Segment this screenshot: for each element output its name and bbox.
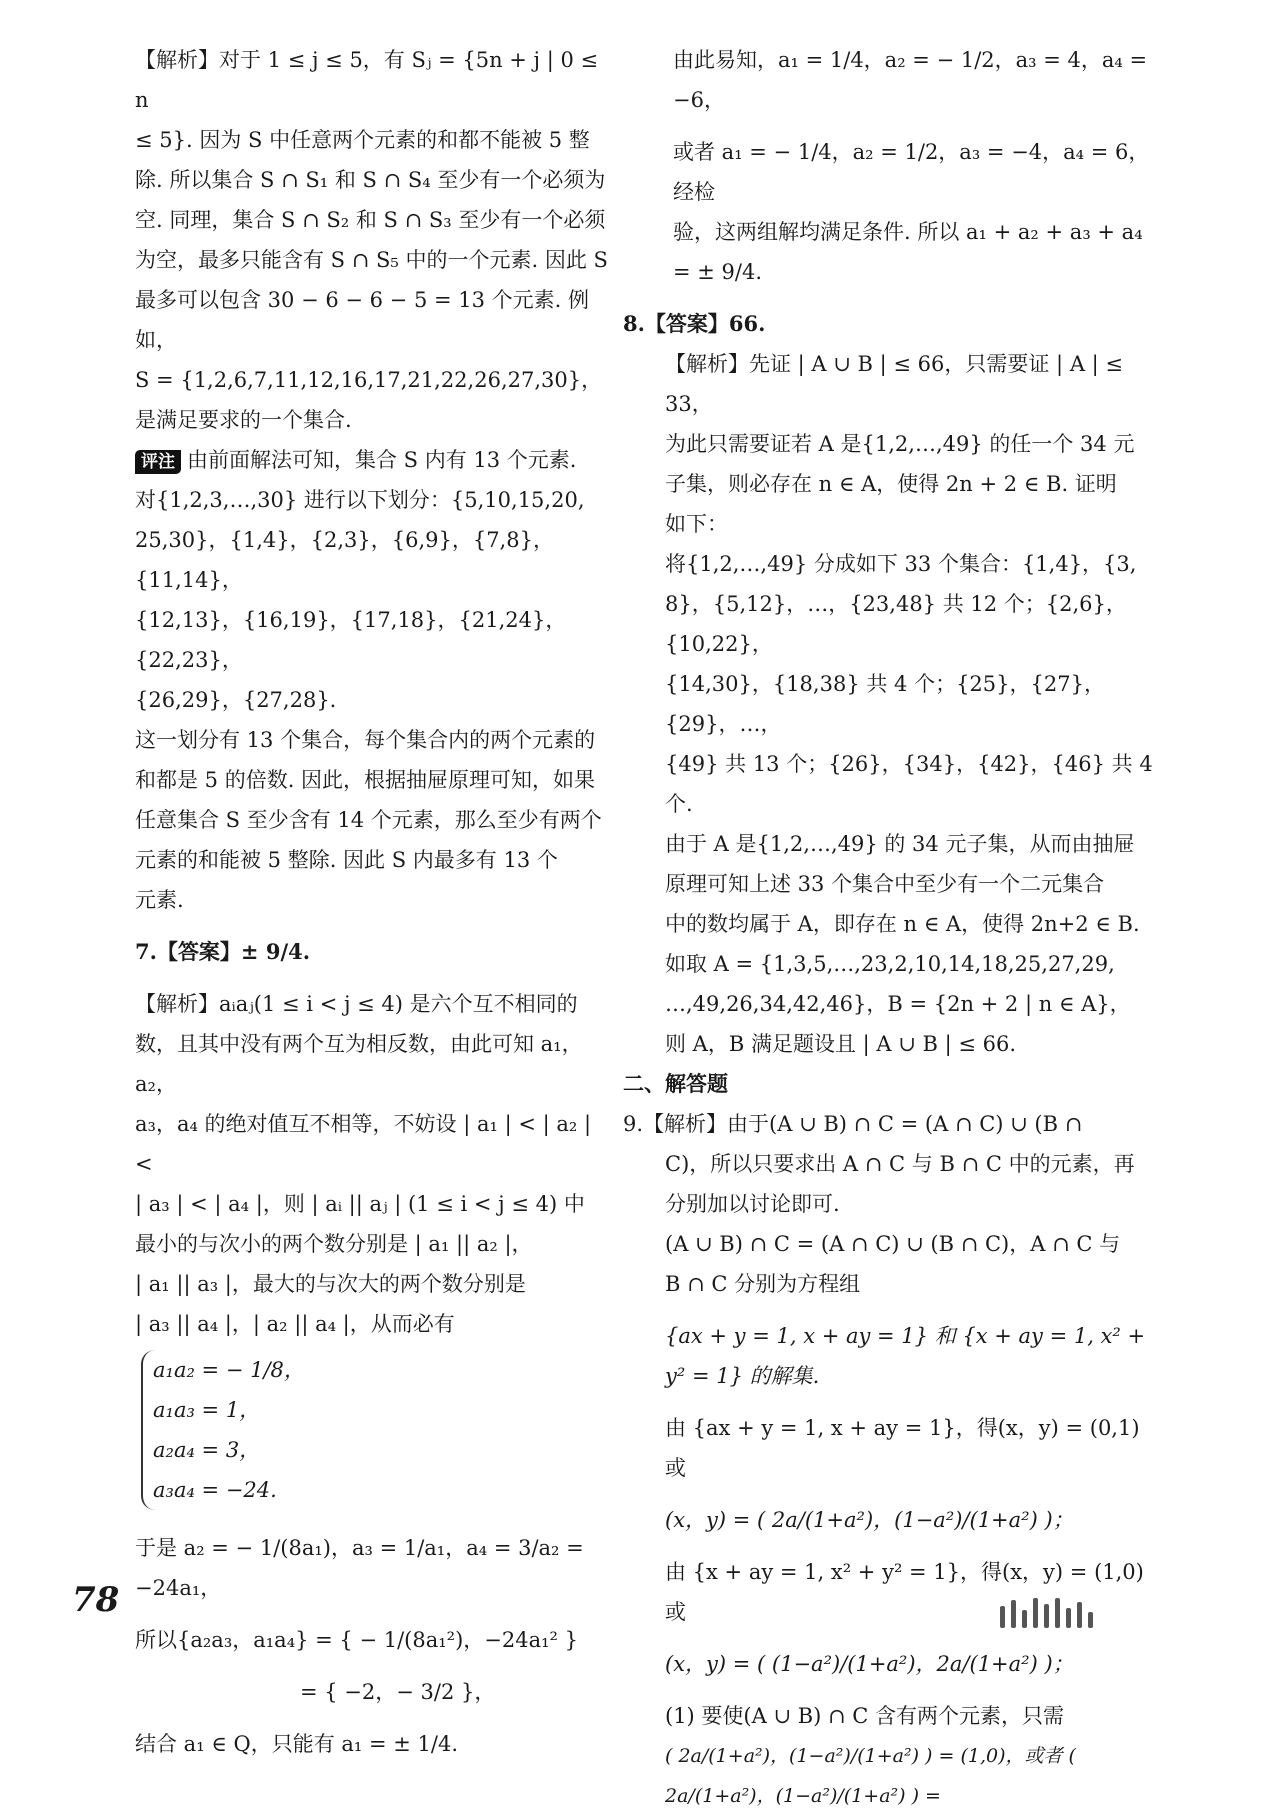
text-line: 则 A，B 满足题设且 | A ∪ B | ≤ 66. [665, 1032, 1017, 1056]
left-column [135, 40, 615, 1764]
text-line: 数，且其中没有两个互为相反数，由此可知 a₁，a₂， [135, 1032, 583, 1096]
text-line: {14,30}，{18,38} 共 4 个；{25}，{27}，{29}，…， [665, 672, 1105, 736]
text-line: 由于 A 是{1,2,…,49} 的 34 元子集，从而由抽屉 [665, 832, 1135, 856]
q7-continuation [665, 40, 1165, 292]
text-line: 对{1,2,3,…,30} 进行以下划分：{5,10,15,20, [135, 488, 585, 512]
text-line: | a₁ || a₃ |，最大的与次大的两个数分别是 [135, 1272, 526, 1296]
q6-note [135, 440, 615, 920]
text-line: (A ∪ B) ∩ C = (A ∩ C) ∪ (B ∩ C)，A ∩ C 与 [665, 1232, 1121, 1256]
note-badge: 评注 [135, 450, 181, 474]
text-line: 如下： [665, 512, 728, 536]
text-line: 分别加以讨论即可. [665, 1192, 840, 1216]
text-line: 【解析】先证 | A ∪ B | ≤ 66，只需要证 | A | ≤ 33， [665, 352, 1123, 416]
text-line: = ± 9/4. [673, 260, 763, 284]
text-line: 子集，则必存在 n ∈ A，使得 2n + 2 ∈ B. 证明 [665, 472, 1117, 496]
q8-answer: 8.【答案】66. [623, 311, 766, 336]
text-line: 和都是 5 的倍数. 因此，根据抽屉原理可知，如果 [135, 768, 596, 792]
equation: 由 {ax + y = 1, x + ay = 1}，得(x，y) = (0,1) 或 [665, 1416, 1140, 1480]
text-line: 于是 a₂ = − 1/(8a₁)，a₃ = 1/a₁，a₄ = 3/a₂ = −24a₁， [135, 1536, 584, 1600]
equation: ( 2a/(1+a²)，(1−a²)/(1+a²) ) = (1,0)，或者 ( 2a/(1+a²)，(1−a²)/(1+a²) ) = [665, 1745, 1076, 1807]
equation: {ax + y = 1, x + ay = 1} 和 {x + ay = 1, x² + y² = 1} 的解集. [665, 1324, 1146, 1388]
text-line: 由此易知，a₁ = 1/4，a₂ = − 1/2，a₃ = 4，a₄ = −6， [673, 48, 1148, 112]
equation: a₁a₂ = − 1/8， [153, 1358, 305, 1382]
text-line: 验，这两组解均满足条件. 所以 a₁ + a₂ + a₃ + a₄ [673, 220, 1143, 244]
text-line: 最小的与次小的两个数分别是 | a₁ || a₂ |， [135, 1232, 533, 1256]
text-line: 为此只需要证若 A 是{1,2,…,49} 的任一个 34 元 [665, 432, 1135, 456]
q7-answer: 7.【答案】± 9/4. [135, 939, 311, 964]
text-line: 或者 a₁ = − 1/4，a₂ = 1/2，a₃ = −4，a₄ = 6，经检 [673, 140, 1150, 204]
q8-block [623, 304, 1165, 1064]
equation: a₂a₄ = 3， [153, 1438, 261, 1462]
text-line: | a₃ || a₄ |，| a₂ || a₄ |，从而必有 [135, 1312, 455, 1336]
text-line: 25,30}，{1,4}，{2,3}，{6,9}，{7,8}，{11,14}， [135, 528, 554, 592]
text-line: {49} 共 13 个；{26}，{34}，{42}，{46} 共 4 个. [665, 752, 1153, 816]
text-line: …,49,26,34,42,46}，B = {2n + 2 | n ∈ A}， [665, 992, 1131, 1016]
equation-system [141, 1350, 615, 1510]
text-line: a₃，a₄ 的绝对值互不相等，不妨设 | a₁ | < | a₂ | < [135, 1112, 592, 1176]
text-line: 【解析】aᵢaⱼ(1 ≤ i < j ≤ 4) 是六个互不相同的 [135, 992, 578, 1016]
q9-block [623, 1104, 1165, 1816]
equation: a₃a₄ = −24. [153, 1478, 277, 1502]
text-line: 元素. [135, 888, 184, 912]
text-line: B ∩ C 分别为方程组 [665, 1272, 861, 1296]
section-title: 二、解答题 [623, 1072, 728, 1096]
text-line: 原理可知上述 33 个集合中至少有一个二元集合 [665, 872, 1105, 896]
text-line: {12,13}，{16,19}，{17,18}，{21,24}，{22,23}， [135, 608, 567, 672]
page-number: 78 [72, 1580, 120, 1620]
equation: (x，y) = ( 2a/(1+a²)，(1−a²)/(1+a²) )； [665, 1508, 1074, 1532]
text-line: S = {1,2,6,7,11,12,16,17,21,22,26,27,30}， [135, 368, 603, 392]
text-line: 最多可以包含 30 − 6 − 6 − 5 = 13 个元素. 例如， [135, 288, 590, 352]
text-line: 【解析】对于 1 ≤ j ≤ 5，有 Sⱼ = {5n + j | 0 ≤ n [135, 48, 599, 112]
watermark-icon [1000, 1598, 1093, 1628]
right-column [623, 40, 1165, 1816]
text-line: {26,29}，{27,28}. [135, 688, 337, 712]
text-line: 为空，最多只能含有 S ∩ S₅ 中的一个元素. 因此 S [135, 248, 608, 272]
text-line: 是满足要求的一个集合. [135, 408, 352, 432]
equation: 由 {x + ay = 1, x² + y² = 1}，得(x，y) = (1,0) 或 [665, 1560, 1144, 1624]
text-line: = { −2，− 3/2 }， [300, 1680, 496, 1704]
text-line: C)，所以只要求出 A ∩ C 与 B ∩ C 中的元素，再 [665, 1152, 1135, 1176]
text-line: 将{1,2,…,49} 分成如下 33 个集合：{1,4}，{3, [665, 552, 1137, 576]
text-line: 这一划分有 13 个集合，每个集合内的两个元素的 [135, 728, 596, 752]
text-line: ≤ 5}. 因为 S 中任意两个元素的和都不能被 5 整 [135, 128, 590, 152]
text-line: 所以{a₂a₃，a₁a₄} = { − 1/(8a₁²)，−24a₁² } [135, 1628, 578, 1652]
note-first-line: 由前面解法可知，集合 S 内有 13 个元素. [187, 448, 577, 472]
text-line: (1) 要使(A ∪ B) ∩ C 含有两个元素，只需 [665, 1704, 1065, 1728]
q7-block [135, 932, 615, 1764]
equation: a₁a₃ = 1， [153, 1398, 261, 1422]
text-line: 元素的和能被 5 整除. 因此 S 内最多有 13 个 [135, 848, 558, 872]
text-line: 结合 a₁ ∈ Q，只能有 a₁ = ± 1/4. [135, 1732, 459, 1756]
text-line: 任意集合 S 至少含有 14 个元素，那么至少有两个 [135, 808, 602, 832]
text-line: 9.【解析】由于(A ∪ B) ∩ C = (A ∩ C) ∪ (B ∩ [623, 1112, 1083, 1136]
text-line: 中的数均属于 A，即存在 n ∈ A，使得 2n+2 ∈ B. [665, 912, 1140, 936]
text-line: 如取 A = {1,3,5,…,23,2,10,14,18,25,27,29, [665, 952, 1115, 976]
text-line [135, 440, 615, 480]
text-line: 8}，{5,12}，…，{23,48} 共 12 个；{2,6}，{10,22}， [665, 592, 1127, 656]
equation: (x，y) = ( (1−a²)/(1+a²)，2a/(1+a²) )； [665, 1652, 1074, 1676]
text-line: 除. 所以集合 S ∩ S₁ 和 S ∩ S₄ 至少有一个必须为 [135, 168, 606, 192]
text-line: 空. 同理，集合 S ∩ S₂ 和 S ∩ S₃ 至少有一个必须 [135, 208, 606, 232]
q6-solution [135, 40, 615, 440]
text-line: | a₃ | < | a₄ |，则 | aᵢ || aⱼ | (1 ≤ i < j ≤ 4) 中 [135, 1192, 585, 1216]
